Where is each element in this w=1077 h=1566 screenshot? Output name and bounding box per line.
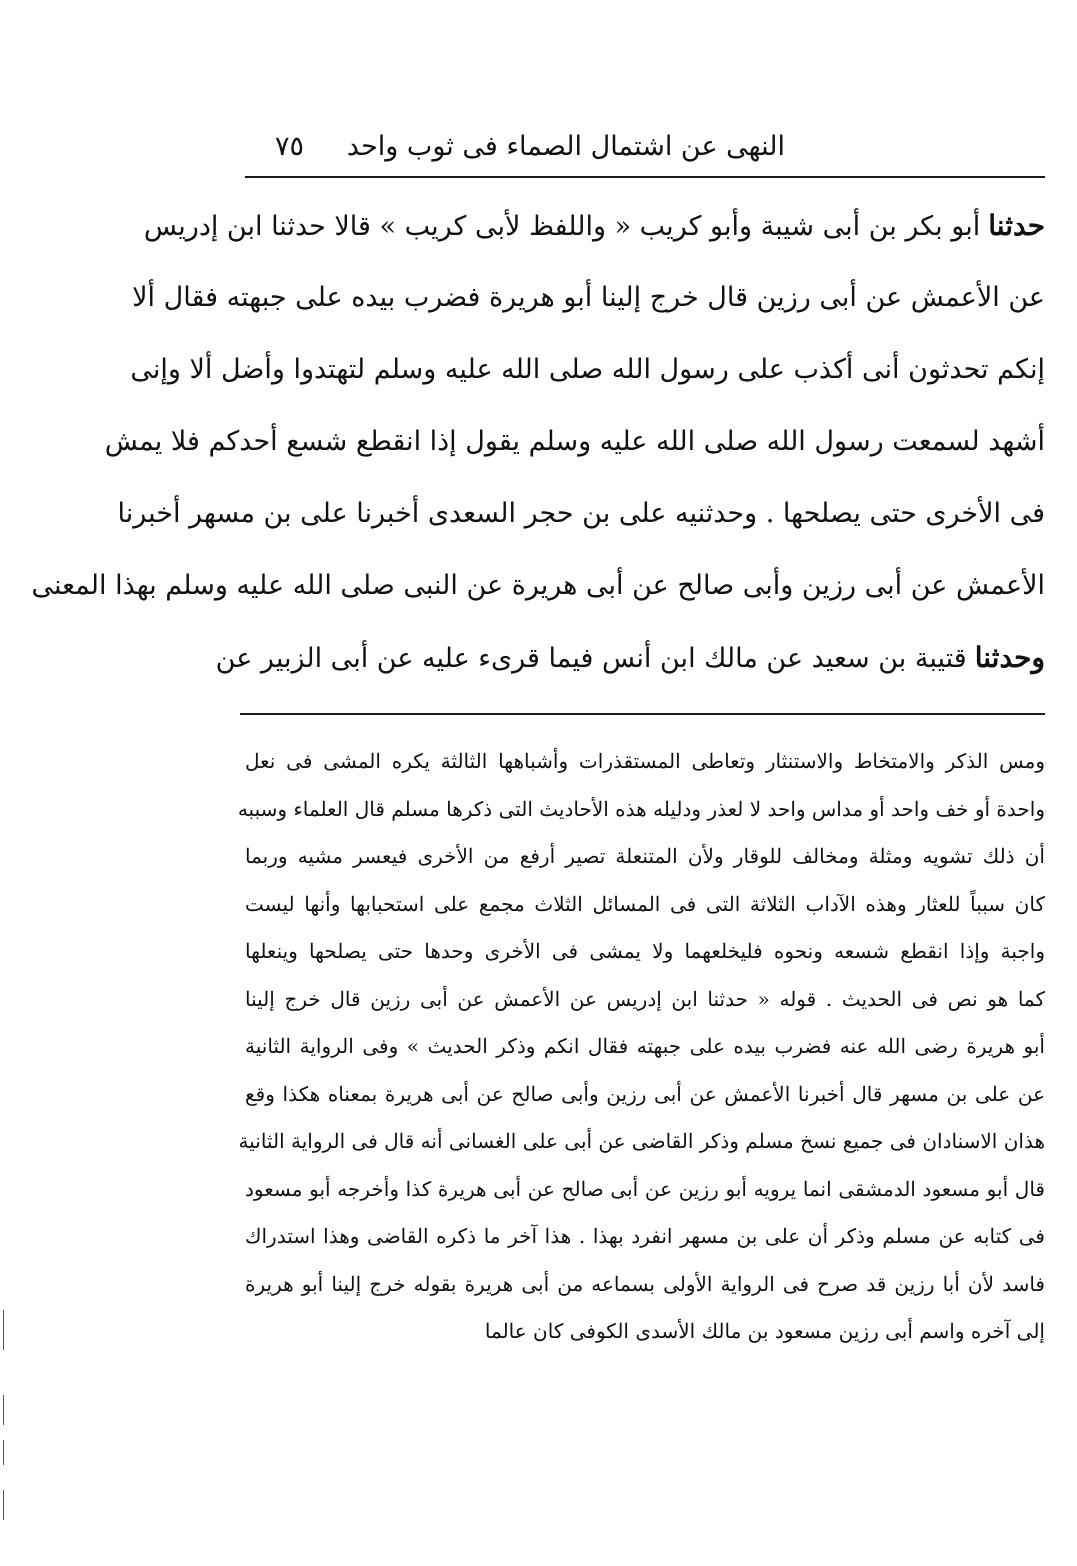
commentary-line: فاسد لأن أبا رزين قد صرح فى الرواية الأولى بسماعه من أبى هريرة بقوله خرج إلينا أبو هريرة <box>245 1271 1045 1296</box>
commentary-divider <box>240 713 1045 715</box>
scan-margin-mark <box>3 1395 4 1425</box>
hadith-line-text: عن الأعمش عن أبى رزين قال خرج إلينا أبو هريرة فضرب بيده على جبهته فقال ألا <box>132 282 1045 313</box>
page-number: ٧٥ <box>275 131 305 162</box>
commentary-line: كما هو نص فى الحديث . قوله « حدثنا ابن إدريس عن الأعمش عن أبى رزين قال خرج إلينا <box>245 986 1045 1011</box>
hadith-line-text: الأعمش عن أبى رزين وأبى صالح عن أبى هريرة عن النبى صلى الله عليه وسلم بهذا المعنى <box>31 570 1045 601</box>
hadith-line <box>117 478 1045 550</box>
page-header <box>245 125 1045 175</box>
hadith-line <box>104 406 1045 478</box>
commentary-line: قال أبو مسعود الدمشقى انما يرويه أبو رزين عن أبى صالح عن أبى هريرة كذا وأخرجه أبو مسعود <box>245 1176 1045 1201</box>
page-title: النهى عن اشتمال الصماء فى ثوب واحد <box>346 131 785 162</box>
hadith-line-text: قتيبة بن سعيد عن مالك ابن أنس فيما قرىء عليه عن أبى الزبير عن <box>215 643 967 674</box>
narration-lead-word: وحدثنا <box>974 641 1045 674</box>
commentary-line: ومس الذكر والامتخاط والاستنثار وتعاطى المستقذرات وأشباهها الثالثة يكره المشى فى نعل <box>245 749 1045 773</box>
narration-lead-word: حدثنا <box>988 209 1045 242</box>
hadith-line <box>143 190 1045 262</box>
hadith-line <box>130 334 1045 406</box>
scan-margin-mark <box>3 1310 4 1350</box>
commentary-line: عن على بن مسهر قال أخبرنا الأعمش عن أبى رزين وأبى صالح عن أبى هريرة بمعناه هكذا وقع <box>245 1081 1045 1106</box>
scan-margin-mark <box>3 1490 4 1520</box>
header-divider <box>245 176 1045 178</box>
hadith-line-text: إنكم تحدثون أنى أكذب على رسول الله صلى الله عليه وسلم لتهتدوا وأضل ألا وإنى <box>130 354 1045 385</box>
hadith-text <box>31 190 1045 694</box>
commentary-line: أن ذلك تشويه ومثلة ومخالف للوقار ولأن المتنعلة تصير أرفع من الأخرى فيعسر مشيه وربما <box>245 844 1045 868</box>
scan-margin-mark <box>3 1440 4 1465</box>
commentary-line: هذان الاسنادان فى جميع نسخ مسلم وذكر القاضى عن أبى على الغسانى أنه قال فى الرواية الثانية <box>238 1129 1045 1153</box>
commentary-line: واجبة وإذا انقطع شسعه ونحوه فليخلعهما ولا يمشى فى الأخرى وحدها حتى يصلحها وينعلها <box>245 939 1045 963</box>
commentary-line: واحدة أو خف واحد أو مداس واحد لا لعذر ودليله هذه الأحاديث التى ذكرها مسلم قال العلماء وسببه <box>237 796 1045 821</box>
hadith-line <box>132 262 1045 334</box>
commentary-text <box>237 738 1045 1356</box>
hadith-line-text: أشهد لسمعت رسول الله صلى الله عليه وسلم يقول إذا انقطع شسع أحدكم فلا يمش <box>104 426 1045 457</box>
hadith-line-text: فى الأخرى حتى يصلحها . وحدثنيه على بن حجر السعدى أخبرنا على بن مسهر أخبرنا <box>117 498 1045 529</box>
commentary-line: فى كتابه عن مسلم وذكر أن على بن مسهر انفرد بهذا . هذا آخر ما ذكره القاضى وهذا استدراك <box>245 1224 1045 1248</box>
hadith-line-text: أبو بكر بن أبى شيبة وأبو كريب « واللفظ لأبى كريب » قالا حدثنا ابن إدريس <box>143 211 981 242</box>
commentary-line: أبو هريرة رضى الله عنه فضرب بيده على جبهته فقال انكم وذكر الحديث » وفى الرواية الثانية <box>245 1034 1045 1058</box>
commentary-line: إلى آخره واسم أبى رزين مسعود بن مالك الأسدى الكوفى كان عالما <box>484 1319 1045 1343</box>
hadith-line <box>31 550 1045 622</box>
commentary-line: كان سبباً للعثار وهذه الآداب الثلاثة التى فى المسائل الثلاث مجمع على استحبابها وأنها ليست <box>245 891 1045 916</box>
hadith-line <box>215 622 1045 694</box>
